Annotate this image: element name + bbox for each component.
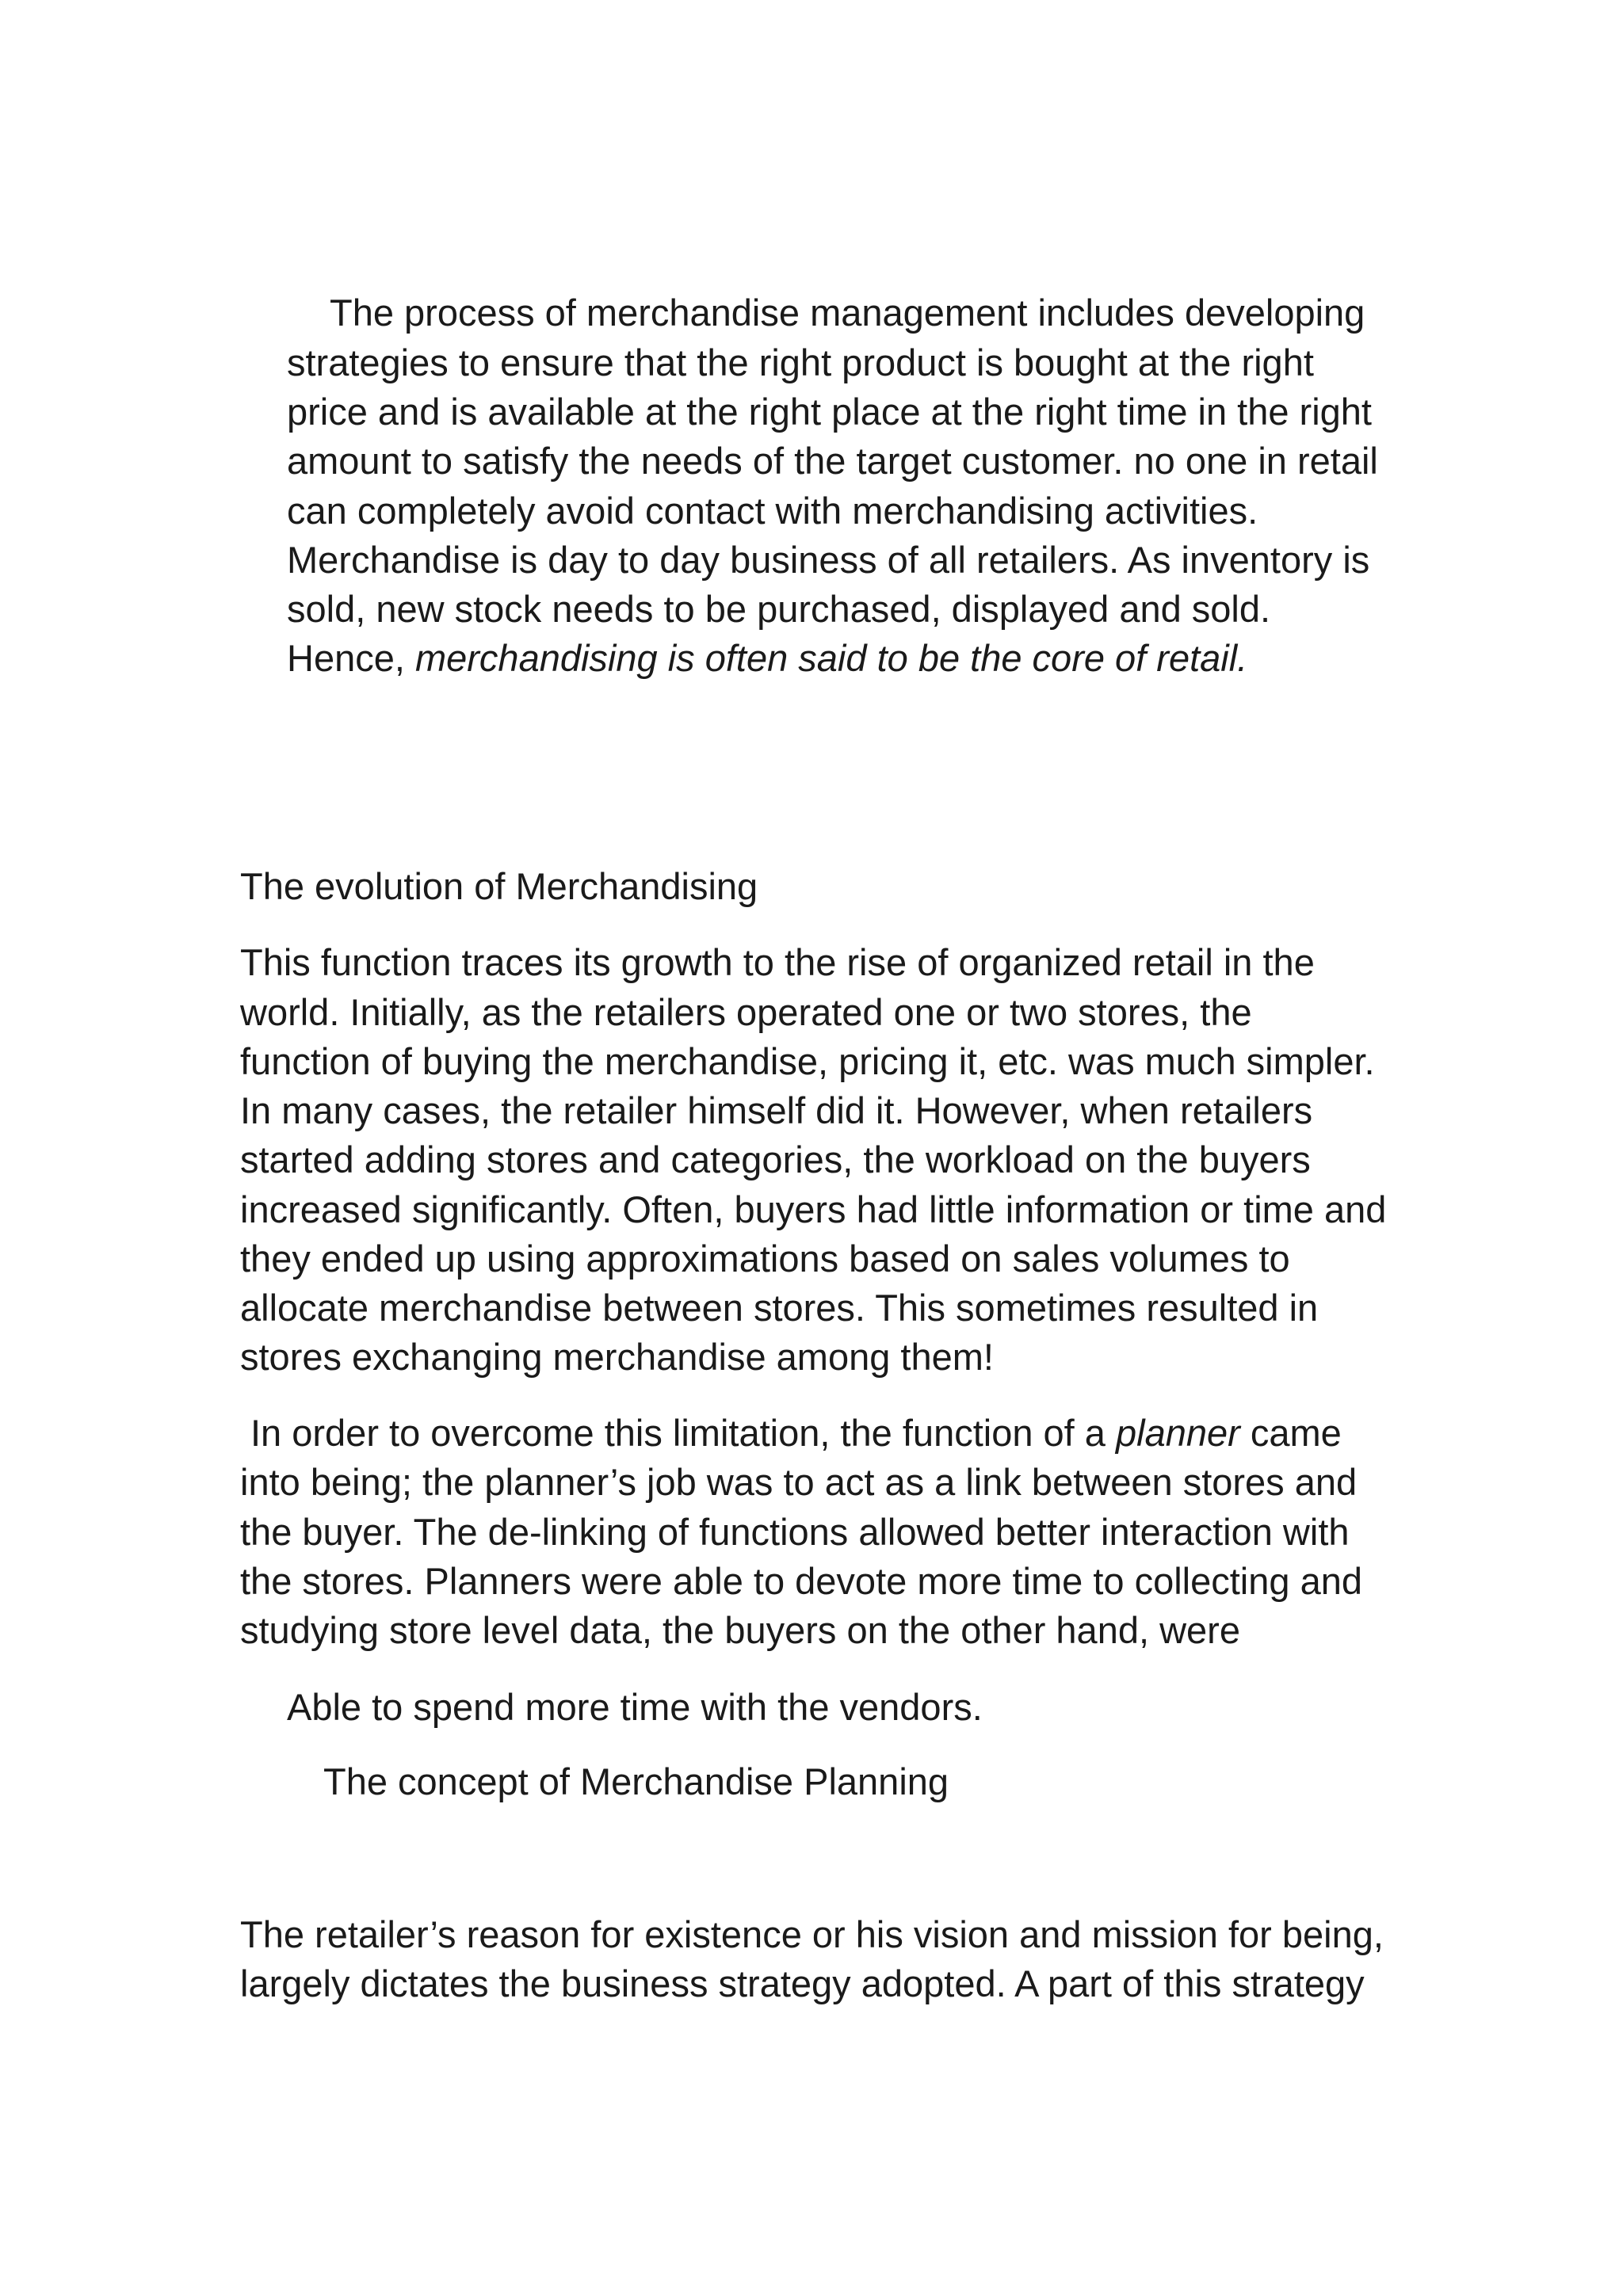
evolution-p1-line-8: allocate merchandise between stores. This sometimes resulted in (240, 1287, 1319, 1329)
evolution-p2-suffix: came (1239, 1412, 1342, 1454)
evolution-p2-tail: Able to spend more time with the vendors. (287, 1686, 983, 1728)
evolution-p2-line-5: studying store level data, the buyers on the other hand, were (240, 1609, 1240, 1651)
evolution-p2-line-1 (250, 1409, 1342, 1458)
evolution-p1-line-7: they ended up using approximations based on sales volumes to (240, 1238, 1290, 1280)
intro-line-3: price and is available at the right place at the right time in the right (287, 391, 1372, 433)
evolution-p1-line-2: world. Initially, as the retailers operated one or two stores, the (240, 991, 1252, 1033)
intro-line-8-prefix: Hence, (287, 637, 415, 679)
evolution-p1-line-1: This function traces its growth to the rise of organized retail in the (240, 941, 1315, 983)
evolution-p1-line-3: function of buying the merchandise, pricing it, etc. was much simpler. (240, 1040, 1375, 1082)
evolution-p1-line-4: In many cases, the retailer himself did it. However, when retailers (240, 1089, 1313, 1131)
planning-line-2: largely dictates the business strategy adopted. A part of this strategy (240, 1962, 1365, 2004)
intro-line-4: amount to satisfy the needs of the target customer. no one in retail (287, 440, 1378, 482)
evolution-p1-line-9: stores exchanging merchandise among them! (240, 1336, 994, 1378)
evolution-p2-prefix: In order to overcome this limitation, the function of a (250, 1412, 1116, 1454)
evolution-p2-line-3: the buyer. The de-linking of functions allowed better interaction with (240, 1511, 1350, 1553)
intro-line-1: The process of merchandise management includes developing (330, 292, 1365, 334)
planner-term: planner (1116, 1412, 1240, 1454)
intro-line-8 (287, 634, 1247, 683)
evolution-heading: The evolution of Merchandising (240, 865, 758, 907)
evolution-p2-line-2: into being; the planner’s job was to act as a link between stores and (240, 1461, 1358, 1503)
planning-heading: The concept of Merchandise Planning (323, 1760, 949, 1802)
intro-line-6: Merchandise is day to day business of all retailers. As inventory is (287, 539, 1370, 581)
intro-line-2: strategies to ensure that the right product is bought at the right (287, 341, 1314, 383)
evolution-p1-line-5: started adding stores and categories, the workload on the buyers (240, 1138, 1311, 1180)
evolution-p1-line-6: increased significantly. Often, buyers had little information or time and (240, 1188, 1387, 1230)
intro-line-8-italic: merchandising is often said to be the core of retail. (414, 637, 1248, 679)
intro-line-7: sold, new stock needs to be purchased, displayed and sold. (287, 588, 1271, 630)
planning-line-1: The retailer’s reason for existence or his vision and mission for being, (240, 1913, 1384, 1955)
intro-line-5: can completely avoid contact with merchandising activities. (287, 490, 1258, 532)
evolution-p2-line-4: the stores. Planners were able to devote more time to collecting and (240, 1560, 1362, 1602)
